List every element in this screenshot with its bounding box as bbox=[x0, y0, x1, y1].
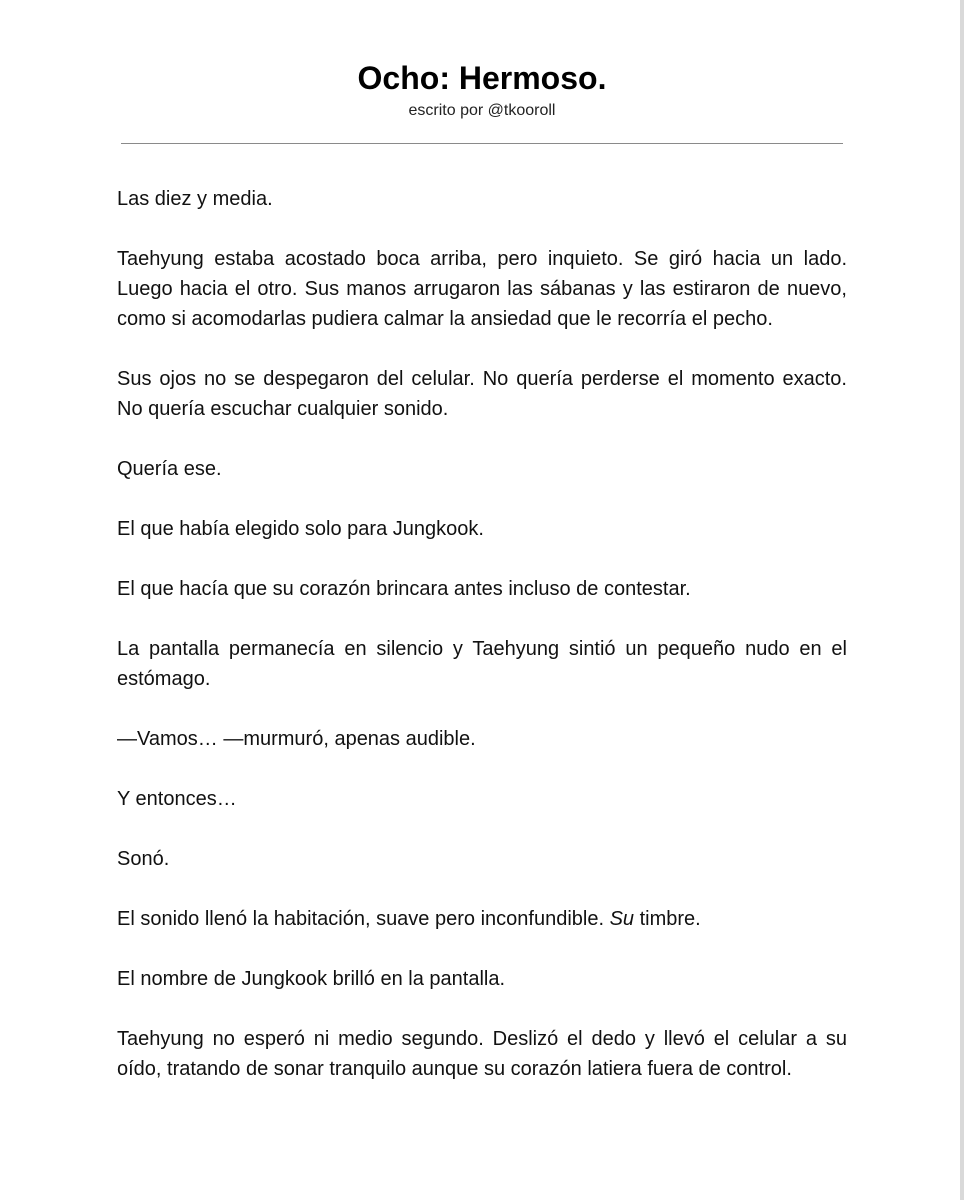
paragraph-11 bbox=[117, 904, 847, 934]
paragraph-9: Y entonces… bbox=[117, 788, 237, 810]
paragraph-10: Sonó. bbox=[117, 848, 170, 870]
paragraph-13: Taehyung no esperó ni medio segundo. Deslizó el dedo y llevó el celular a su oído, tratando de sonar tranquilo aunque su corazón latiera fuera de control. bbox=[117, 1028, 847, 1080]
paragraph-5: El que había elegido solo para Jungkook. bbox=[117, 518, 484, 540]
paragraph-7: La pantalla permanecía en silencio y Taehyung sintió un pequeño nudo en el estómago. bbox=[117, 638, 847, 690]
header-divider bbox=[121, 143, 843, 144]
page-edge-shadow bbox=[960, 0, 964, 1200]
paragraph-1: Las diez y media. bbox=[117, 188, 273, 210]
story-body bbox=[117, 184, 847, 1084]
paragraph-12: El nombre de Jungkook brilló en la pantalla. bbox=[117, 968, 506, 990]
chapter-title: Ocho: Hermoso. bbox=[357, 60, 607, 96]
author-byline: escrito por @tkooroll bbox=[408, 102, 556, 119]
paragraph-11-end: timbre. bbox=[634, 908, 701, 930]
paragraph-6: El que hacía que su corazón brincara antes incluso de contestar. bbox=[117, 578, 691, 600]
paragraph-11-italic: Su bbox=[609, 908, 635, 930]
chapter-header bbox=[0, 56, 964, 122]
paragraph-8: —Vamos… —murmuró, apenas audible. bbox=[117, 728, 476, 750]
paragraph-3: Sus ojos no se despegaron del celular. No quería perderse el momento exacto. No quería escuchar cualquier sonido. bbox=[117, 368, 847, 420]
paragraph-4: Quería ese. bbox=[117, 458, 222, 480]
paragraph-11-text: El sonido llenó la habitación, suave pero inconfundible. bbox=[117, 908, 610, 930]
paragraph-2: Taehyung estaba acostado boca arriba, pero inquieto. Se giró hacia un lado. Luego hacia el otro. Sus manos arrugaron las sábanas y las estiraron de nuevo, como si acomodarlas pudiera calmar la ansiedad que le recorría el pecho. bbox=[117, 248, 847, 330]
